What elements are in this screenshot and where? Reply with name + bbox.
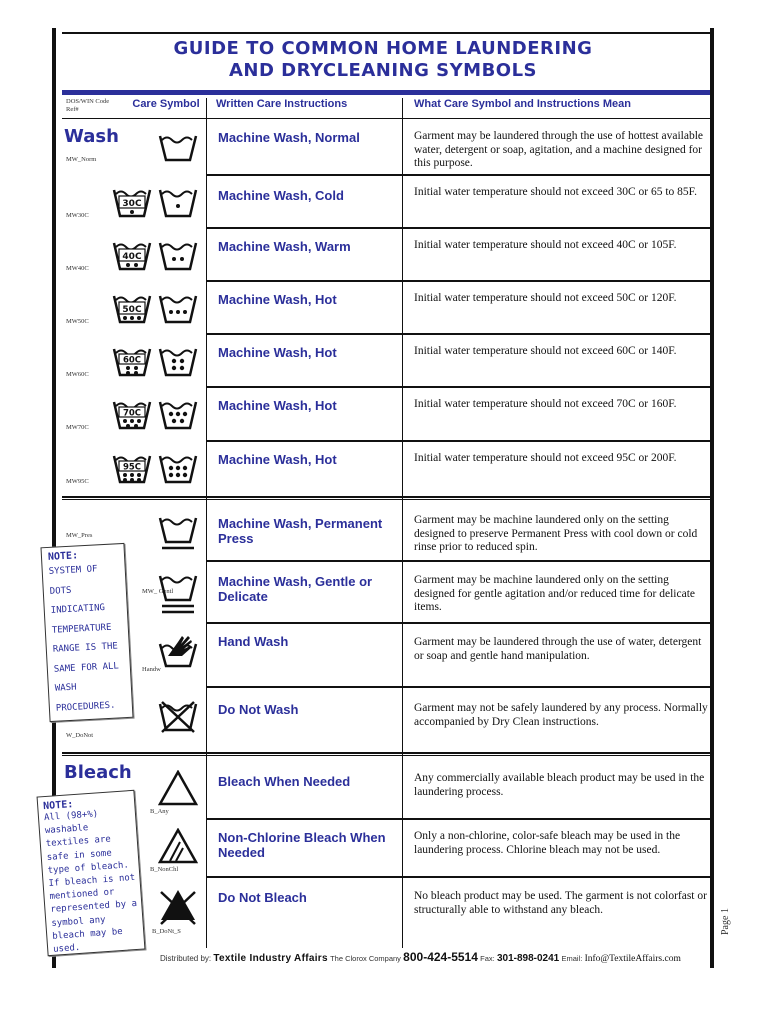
care-row-machine-wash-normal	[62, 120, 710, 176]
row-code: MW40C	[66, 265, 89, 272]
row-meaning: Garment may be laundered through the use of water, detergent or soap and gentle hand manipulation.	[414, 636, 702, 662]
row-meaning: Garment may be machine laundered only on the setting designed for gentle agitation and/or reduced time for delicate items.	[414, 574, 695, 613]
header-code-ref: DOS/WIN Code Ref#	[66, 98, 110, 113]
tub-temp-label: 95C	[122, 462, 142, 473]
care-row-do-not-wash	[62, 688, 710, 752]
row-written: Machine Wash, Hot	[218, 398, 337, 413]
row-written: Machine Wash, Normal	[218, 130, 360, 145]
row-written: Machine Wash, Hot	[218, 452, 337, 467]
care-row-machine-wash-warm	[62, 229, 710, 282]
care-row-hand-wash	[62, 624, 710, 688]
tub-two-dots-icon	[158, 237, 198, 278]
row-meaning: Initial water temperature should not exceed 30C or 65 to 85F.	[414, 186, 697, 198]
care-row-do-not-bleach	[62, 878, 710, 944]
row-written: Machine Wash, Cold	[218, 188, 344, 203]
tub-permanent-press-icon	[158, 512, 198, 559]
row-written: Machine Wash, Gentle or Delicate	[218, 574, 373, 604]
footer-phone: 800-424-5514	[403, 950, 478, 964]
care-row-machine-wash-hot-50c	[62, 282, 710, 335]
laundry-guide-sheet	[56, 28, 710, 970]
row-code: B_Any	[150, 808, 169, 815]
section-divider	[62, 496, 710, 500]
tub-temp-label: 50C	[122, 305, 142, 315]
footer-fax: 301-898-0241	[496, 953, 560, 964]
row-written: Do Not Wash	[218, 702, 299, 717]
row-written: Hand Wash	[218, 634, 289, 649]
tub-70c-icon	[112, 396, 152, 437]
row-written: Machine Wash, Permanent Press	[218, 516, 383, 546]
care-row-machine-wash-cold	[62, 176, 710, 229]
care-row-non-chlorine-bleach	[62, 820, 710, 878]
tub-40c-icon	[112, 237, 152, 278]
note-body: All (98+%) washable textiles are safe in some type of bleach. If bleach is not mentioned or represented by a symbol any bleach may be used.	[43, 809, 138, 955]
do-not-wash-icon	[158, 698, 198, 741]
note-bleach-safe	[37, 790, 146, 956]
care-row-machine-wash-hot-70c	[62, 388, 710, 442]
tub-95c-icon	[112, 450, 152, 491]
section-bleach: Bleach	[64, 762, 132, 783]
row-meaning: Garment may not be safely laundered by any process. Normally accompanied by Dry Clean instructions.	[414, 702, 708, 728]
tub-three-dots-icon	[158, 290, 198, 331]
footer-distributed-label: Distributed by:	[160, 954, 212, 963]
row-code: Handw	[142, 666, 161, 673]
page-number: Page 1	[720, 908, 731, 935]
row-written: Machine Wash, Warm	[218, 239, 351, 254]
page-title	[56, 38, 710, 82]
row-meaning: Garment may be laundered through the use of hottest available water, detergent or soap, agitation, and a machine designed for this purpose.	[414, 130, 703, 169]
bleach-triangle-icon	[158, 770, 198, 811]
note-title: NOTE:	[42, 799, 74, 813]
header-rule	[62, 118, 710, 119]
non-chlorine-bleach-icon	[158, 828, 198, 869]
row-meaning: Initial water temperature should not exceed 95C or 200F.	[414, 452, 677, 464]
row-meaning: Initial water temperature should not exceed 60C or 140F.	[414, 345, 677, 357]
title-line-1: GUIDE TO COMMON HOME LAUNDERING	[173, 38, 593, 59]
row-written: Non-Chlorine Bleach When Needed	[218, 830, 386, 860]
care-row-machine-wash-hot-95c	[62, 442, 710, 494]
tub-gentle-icon	[158, 570, 198, 621]
do-not-bleach-icon	[158, 886, 198, 931]
note-body: SYSTEM OF DOTS INDICATING TEMPERATURE RANGE IS THE SAME FOR ALL WASH PROCEDURES.	[48, 564, 120, 714]
tub-temp-label: 70C	[122, 408, 142, 419]
row-code: MW60C	[66, 371, 89, 378]
row-meaning: No bleach product may be used. The garment is not colorfast or structurally able to withstand any bleach.	[414, 890, 707, 916]
tub-temp-label: 30C	[122, 199, 142, 209]
note-title: NOTE:	[47, 550, 79, 563]
row-code: MW70C	[66, 424, 89, 431]
care-row-bleach-when-needed	[62, 758, 710, 820]
row-meaning: Initial water temperature should not exceed 50C or 120F.	[414, 292, 677, 304]
care-row-machine-wash-hot-60c	[62, 335, 710, 388]
tub-one-dot-icon	[158, 184, 198, 225]
tub-five-dots-icon	[158, 396, 198, 437]
row-written: Machine Wash, Hot	[218, 292, 337, 307]
row-code: B_DoNt_S	[152, 928, 181, 935]
title-top-rule	[62, 32, 710, 34]
row-written: Machine Wash, Hot	[218, 345, 337, 360]
tub-50c-icon	[112, 290, 152, 331]
row-code: MW95C	[66, 478, 89, 485]
row-code: MW_Norm	[66, 156, 97, 163]
row-code: B_NonChl	[150, 866, 179, 873]
footer-company: The Clorox Company	[330, 954, 401, 963]
footer-brand: Textile Industry Affairs	[213, 953, 328, 964]
header-care-symbol: Care Symbol	[132, 98, 200, 110]
title-line-2: AND DRYCLEANING SYMBOLS	[228, 60, 538, 81]
title-underline	[62, 90, 710, 95]
row-meaning: Garment may be machine laundered only on the setting designed to preserve Permanent Press with cool down or cold rinse prior to reduced spin.	[414, 514, 698, 553]
header-written-instructions: Written Care Instructions	[216, 98, 348, 110]
row-code: MW50C	[66, 318, 89, 325]
tub-30c-icon	[112, 184, 152, 225]
hand-wash-icon	[158, 630, 198, 675]
row-meaning: Initial water temperature should not exceed 40C or 105F.	[414, 239, 677, 251]
footer-email: Info@TextileAffairs.com	[584, 954, 681, 964]
row-code: MW_Pres	[66, 532, 93, 539]
row-meaning: Initial water temperature should not exceed 70C or 160F.	[414, 398, 677, 410]
row-meaning: Only a non-chlorine, color-safe bleach may be used in the laundering process. Chlorine bleach may not be used.	[414, 830, 681, 856]
tub-60c-icon	[112, 343, 152, 384]
header-meaning: What Care Symbol and Instructions Mean	[414, 98, 631, 110]
right-margin-bar	[710, 28, 714, 968]
row-code: MW_ Gentl	[142, 588, 174, 595]
section-divider	[62, 752, 710, 756]
care-row-gentle	[62, 562, 710, 624]
care-row-permanent-press	[62, 502, 710, 562]
tub-four-dots-icon	[158, 343, 198, 384]
row-written: Do Not Bleach	[218, 890, 307, 905]
row-meaning: Any commercially available bleach product may be used in the laundering process.	[414, 772, 705, 798]
footer-email-label: Email:	[561, 954, 583, 963]
note-dots-temperature	[40, 543, 133, 722]
distributor-footer	[160, 950, 710, 964]
section-wash: Wash	[64, 126, 119, 147]
row-written: Bleach When Needed	[218, 774, 351, 789]
footer-fax-label: Fax:	[480, 954, 495, 963]
row-code: MW30C	[66, 212, 89, 219]
tub-temp-label: 40C	[122, 252, 142, 262]
row-code: W_DoNot	[66, 732, 94, 739]
tub-temp-label: 60C	[122, 355, 142, 366]
tub-icon	[158, 130, 198, 169]
tub-six-dots-icon	[158, 450, 198, 491]
